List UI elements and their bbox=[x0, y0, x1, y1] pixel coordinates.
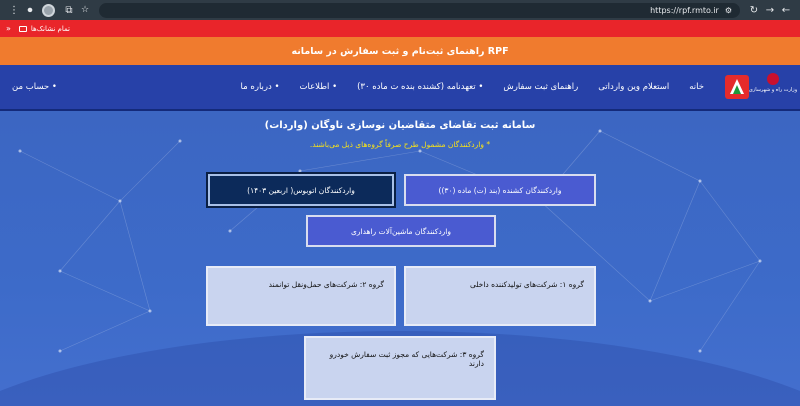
tractor-importers-label: واردکنندگان کشنده (بند (ت) ماده (۳۰)) bbox=[438, 185, 562, 195]
nav-menu bbox=[241, 82, 704, 92]
address-url[interactable]: https://rpf.rmto.ir bbox=[650, 5, 719, 15]
bookmark-star-icon[interactable]: ☆ bbox=[80, 5, 90, 15]
page-title: سامانه ثبت تقاضای متقاضیان نوسازی ناوگان (واردات) bbox=[264, 120, 536, 131]
nav-home[interactable]: خانه bbox=[689, 82, 704, 92]
group3-label: گروه ۳: شرکت‌هایی که مجوز ثبت سفارش خودرو دارند bbox=[329, 350, 484, 368]
site-navbar bbox=[0, 65, 800, 111]
menu-icon[interactable]: ⏺ bbox=[27, 4, 33, 16]
extensions-icon[interactable]: ⋮ bbox=[9, 4, 19, 16]
machinery-importers-button[interactable] bbox=[306, 215, 496, 247]
eligibility-note: * واردکنندگان مشمول طرح صرفاً گروه‌های ذیل می‌باشند. bbox=[309, 140, 491, 149]
group1-card[interactable] bbox=[404, 266, 596, 326]
nav-info-dropdown[interactable]: • اطلاعات bbox=[299, 82, 338, 92]
group2-label: گروه ۲: شرکت‌های حمل‌ونقل توانمند bbox=[268, 280, 384, 289]
ministry-logo-text: وزارت راه و شهرسازی bbox=[748, 87, 798, 93]
bookmarks-bar bbox=[0, 20, 800, 37]
rmto-logo-icon bbox=[724, 74, 750, 100]
group2-card[interactable] bbox=[206, 266, 396, 326]
nav-commitment-dropdown[interactable]: • تعهدنامه (کشنده بنده ت ماده ۳۰) bbox=[357, 82, 484, 92]
all-bookmarks-button[interactable] bbox=[19, 25, 70, 33]
bus-importers-label: واردکنندگان اتوبوس( اربعین ۱۴۰۳) bbox=[247, 185, 355, 195]
my-account-dropdown[interactable]: • حساب من bbox=[12, 82, 57, 92]
folder-icon bbox=[19, 26, 27, 32]
address-bar[interactable] bbox=[99, 3, 740, 18]
ministry-emblem-icon bbox=[767, 73, 779, 85]
all-bookmarks-label: تمام نشانک‌ها bbox=[30, 24, 70, 33]
tractor-importers-button[interactable] bbox=[404, 174, 596, 206]
ministry-logo[interactable] bbox=[748, 73, 798, 101]
back-icon[interactable]: ← bbox=[781, 4, 791, 16]
site-info-icon[interactable]: ⚙ bbox=[724, 5, 732, 15]
bus-importers-button[interactable] bbox=[208, 174, 394, 206]
rmto-logo[interactable] bbox=[724, 74, 750, 100]
forward-icon[interactable]: → bbox=[765, 4, 775, 16]
nav-vin-inquiry[interactable]: استعلام وین وارداتی bbox=[598, 82, 670, 92]
main-content bbox=[0, 111, 800, 406]
guide-banner[interactable] bbox=[0, 37, 800, 65]
tab-search-icon[interactable]: ⧉ bbox=[65, 4, 73, 16]
group3-card[interactable] bbox=[304, 336, 496, 400]
machinery-importers-label: واردکنندگان ماشین‌آلات راهداری bbox=[351, 226, 451, 236]
nav-about-dropdown[interactable]: • درباره ما bbox=[240, 82, 280, 92]
chevron-icon[interactable]: » bbox=[6, 24, 11, 33]
browser-toolbar bbox=[0, 0, 800, 20]
profile-avatar[interactable] bbox=[42, 4, 55, 17]
nav-order-guide[interactable]: راهنمای ثبت سفارش bbox=[503, 82, 579, 92]
group1-label: گروه ۱: شرکت‌های تولیدکننده داخلی bbox=[469, 280, 584, 289]
guide-banner-text[interactable]: راهنمای ثبت‌نام و ثبت سفارش در سامانه RPF bbox=[291, 45, 509, 57]
reload-icon[interactable]: ↻ bbox=[749, 4, 759, 16]
